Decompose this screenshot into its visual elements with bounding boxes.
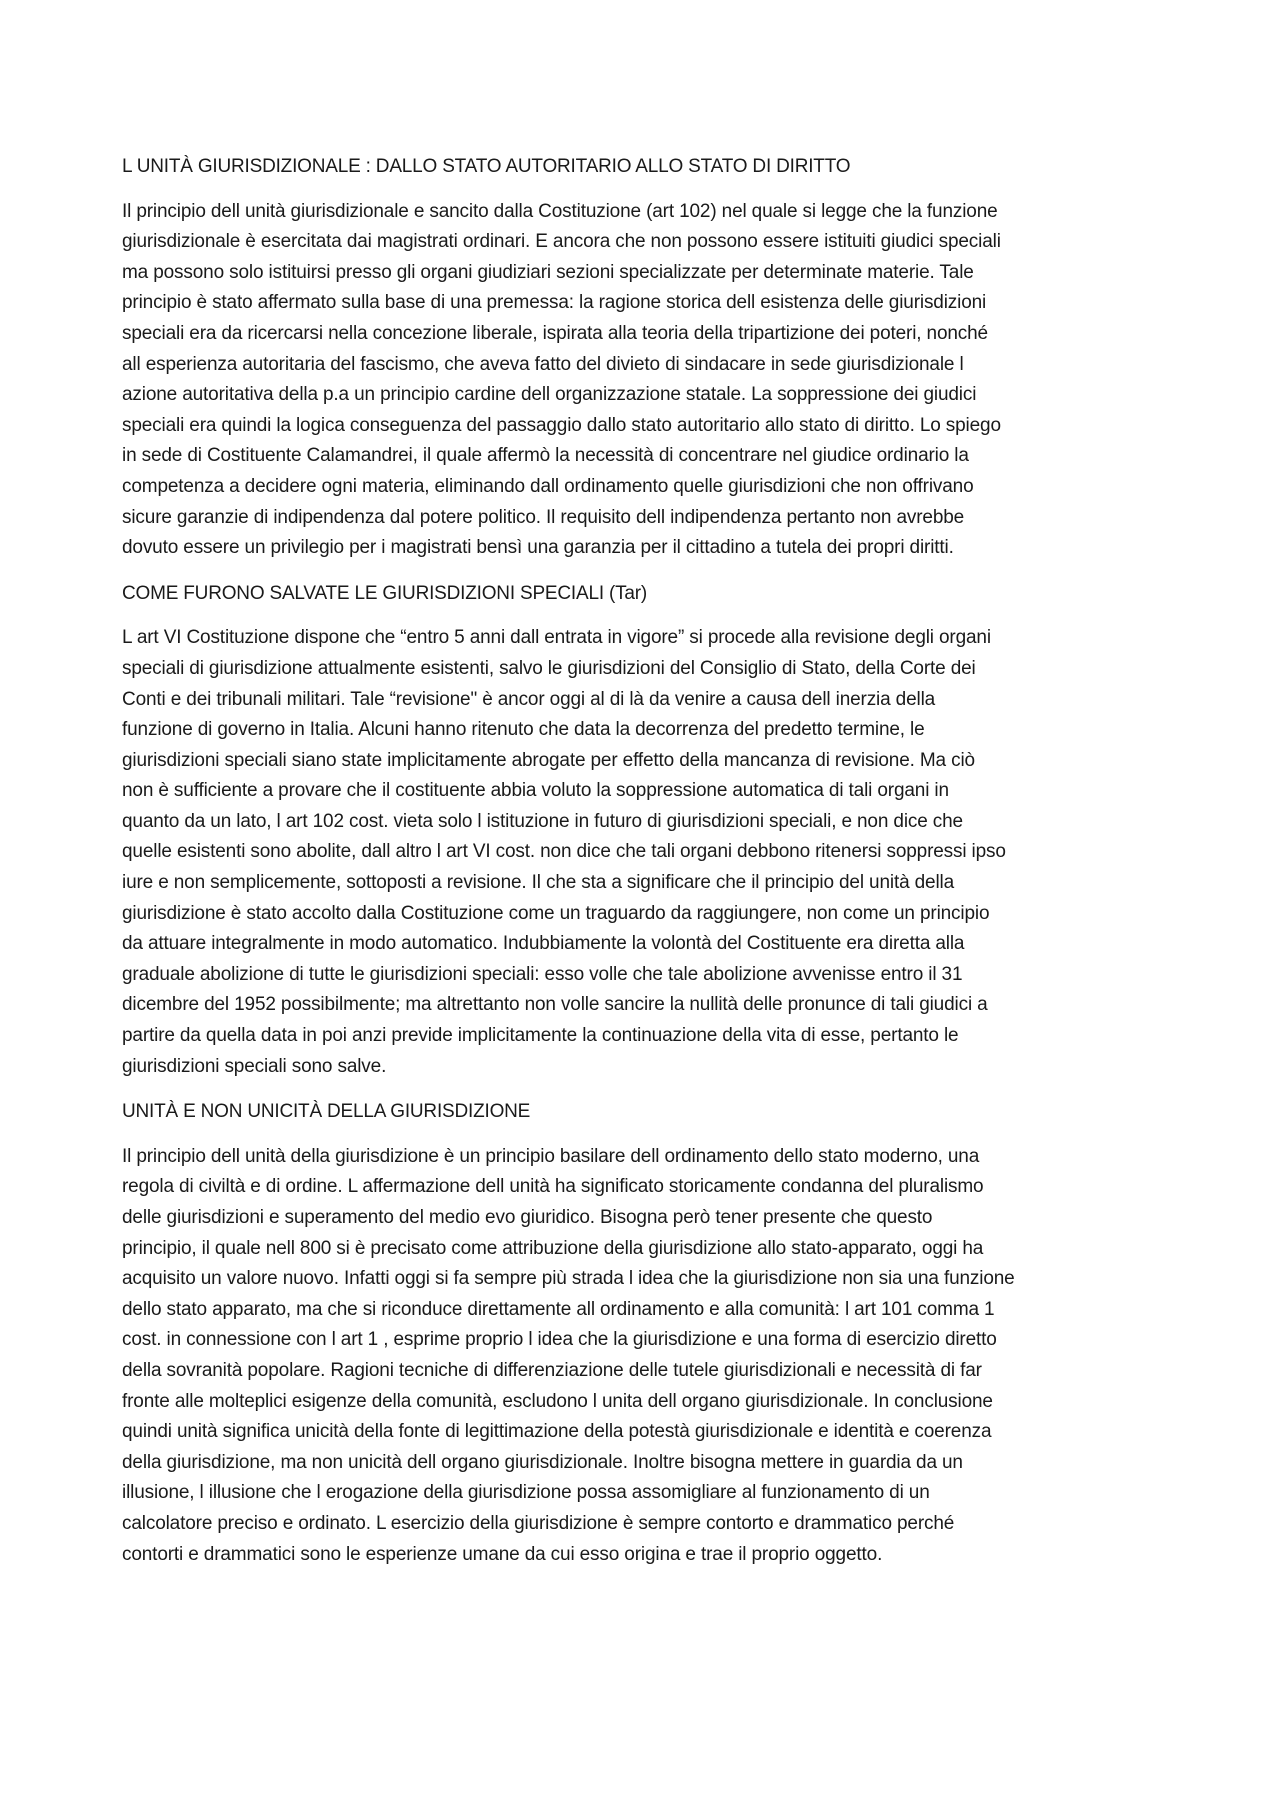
paragraph-line: giurisdizione è stato accolto dalla Costituzione come un traguardo da raggiungere, non come un principio <box>122 902 990 924</box>
document-page <box>122 152 1172 1585</box>
paragraph-line: principio, il quale nell 800 si è precisato come attribuzione della giurisdizione allo stato-apparato, oggi ha <box>122 1237 984 1259</box>
section-unita-non-unicita <box>122 1097 1172 1570</box>
paragraph-line: graduale abolizione di tutte le giurisdizioni speciali: esso volle che tale abolizione avvenisse entro il 31 <box>122 963 963 985</box>
paragraph-line: regola di civiltà e di ordine. L affermazione dell unità ha significato storicamente condanna del pluralismo <box>122 1176 984 1198</box>
paragraph-line: principio è stato affermato sulla base di una premessa: la ragione storica dell esistenza delle giurisdizioni <box>122 292 987 314</box>
paragraph-line: Il principio dell unità della giurisdizione è un principio basilare dell ordinamento dello stato moderno, una <box>122 1145 980 1167</box>
paragraph-line: partire da quella data in poi anzi previde implicitamente la continuazione della vita di esse, pertanto le <box>122 1025 959 1047</box>
paragraph-line: della sovranità popolare. Ragioni tecniche di differenziazione delle tutele giurisdizionali e necessità di far <box>122 1359 982 1381</box>
paragraph-line: iure e non semplicemente, sottoposti a revisione. Il che sta a significare che il principio del unità della <box>122 872 955 894</box>
paragraph-line: ma possono solo istituirsi presso gli organi giudiziari sezioni specializzate per determinate materie. Tale <box>122 261 974 283</box>
paragraph-line: dello stato apparato, ma che si riconduce direttamente all ordinamento e alla comunità: l art 101 comma 1 <box>122 1298 995 1320</box>
section-giurisdizioni-speciali <box>122 579 1172 1083</box>
paragraph-line: della giurisdizione, ma non unicità dell organo giurisdizionale. Inoltre bisogna mettere in guardia da un <box>122 1451 963 1473</box>
paragraph-line: funzione di governo in Italia. Alcuni hanno ritenuto che data la decorrenza del predetto termine, le <box>122 719 925 741</box>
paragraph-line: speciali di giurisdizione attualmente esistenti, salvo le giurisdizioni del Consiglio di Stato, della Corte dei <box>122 657 976 679</box>
paragraph-line: giurisdizionale è esercitata dai magistrati ordinari. E ancora che non possono essere istituiti giudici speciali <box>122 231 1001 253</box>
paragraph-line: sicure garanzie di indipendenza dal potere politico. Il requisito dell indipendenza pertanto non avrebbe <box>122 506 965 528</box>
paragraph-line: da attuare integralmente in modo automatico. Indubbiamente la volontà del Costituente era diretta alla <box>122 933 965 955</box>
paragraph-line: quelle esistenti sono abolite, dall altro l art VI cost. non dice che tali organi debbono ritenersi soppressi ipso <box>122 841 1006 863</box>
paragraph-line: quindi unità significa unicità della fonte di legittimazione della potestà giurisdizionale e identità e coerenza <box>122 1421 992 1443</box>
paragraph-line: contorti e drammatici sono le esperienze umane da cui esso origina e trae il proprio oggetto. <box>122 1543 883 1565</box>
paragraph-line: speciali era quindi la logica conseguenza del passaggio dallo stato autoritario allo stato di diritto. Lo spiego <box>122 414 1001 436</box>
paragraph-line: speciali era da ricercarsi nella concezione liberale, ispirata alla teoria della tripartizione dei poteri, nonché <box>122 322 988 344</box>
paragraph-line: dicembre del 1952 possibilmente; ma altrettanto non volle sancire la nullità delle pronunce di tali giudici a <box>122 994 988 1016</box>
paragraph-line: all esperienza autoritaria del fascismo, che aveva fatto del divieto di sindacare in sede giurisdizionale l <box>122 353 964 375</box>
paragraph-line: in sede di Costituente Calamandrei, il quale affermò la necessità di concentrare nel giudice ordinario la <box>122 445 969 467</box>
section-heading: L UNITÀ GIURISDIZIONALE : DALLO STATO AUTORITARIO ALLO STATO DI DIRITTO <box>122 156 851 177</box>
section-heading: COME FURONO SALVATE LE GIURISDIZIONI SPECIALI (Tar) <box>122 582 648 604</box>
paragraph-line: giurisdizioni speciali sono salve. <box>122 1055 387 1077</box>
paragraph-line: quanto da un lato, l art 102 cost. vieta solo l istituzione in futuro di giurisdizioni speciali, e non dice che <box>122 810 963 832</box>
section-paragraph <box>122 623 1172 1082</box>
paragraph-line: Conti e dei tribunali militari. Tale “revisione" è ancor oggi al di là da venire a causa dell inerzia della <box>122 688 936 710</box>
paragraph-line: delle giurisdizioni e superamento del medio evo giuridico. Bisogna però tener presente che questo <box>122 1207 933 1228</box>
section-paragraph <box>122 197 1172 564</box>
paragraph-line: cost. in connessione con l art 1 , esprime proprio l idea che la giurisdizione e una forma di esercizio diretto <box>122 1329 997 1351</box>
section-heading: UNITÀ E NON UNICITÀ DELLA GIURISDIZIONE <box>122 1101 531 1123</box>
paragraph-line: L art VI Costituzione dispone che “entro 5 anni dall entrata in vigore” si procede alla revisione degli organi <box>122 627 991 649</box>
paragraph-line: illusione, l illusione che l erogazione della giurisdizione possa assomigliare al funzionamento di un <box>122 1482 930 1504</box>
paragraph-line: non è sufficiente a provare che il costituente abbia voluto la soppressione automatica di tali organi in <box>122 780 949 802</box>
paragraph-line: giurisdizioni speciali siano state implicitamente abrogate per effetto della mancanza di revisione. Ma ciò <box>122 749 975 771</box>
section-paragraph <box>122 1142 1172 1570</box>
paragraph-line: acquisito un valore nuovo. Infatti oggi si fa sempre più strada l idea che la giurisdizione non sia una funzione <box>122 1268 1015 1290</box>
paragraph-line: Il principio dell unità giurisdizionale e sancito dalla Costituzione (art 102) nel quale si legge che la funzione <box>122 200 998 222</box>
section-unita-giurisdizionale <box>122 152 1172 564</box>
paragraph-line: dovuto essere un privilegio per i magistrati bensì una garanzia per il cittadino a tutela dei propri diritti. <box>122 537 954 559</box>
paragraph-line: calcolatore preciso e ordinato. L esercizio della giurisdizione è sempre contorto e drammatico perché <box>122 1512 955 1534</box>
paragraph-line: azione autoritativa della p.a un principio cardine dell organizzazione statale. La soppressione dei giudici <box>122 384 977 406</box>
paragraph-line: competenza a decidere ogni materia, eliminando dall ordinamento quelle giurisdizioni che non offrivano <box>122 475 974 497</box>
paragraph-line: fronte alle molteplici esigenze della comunità, escludono l unita dell organo giurisdizionale. In conclusione <box>122 1390 993 1412</box>
